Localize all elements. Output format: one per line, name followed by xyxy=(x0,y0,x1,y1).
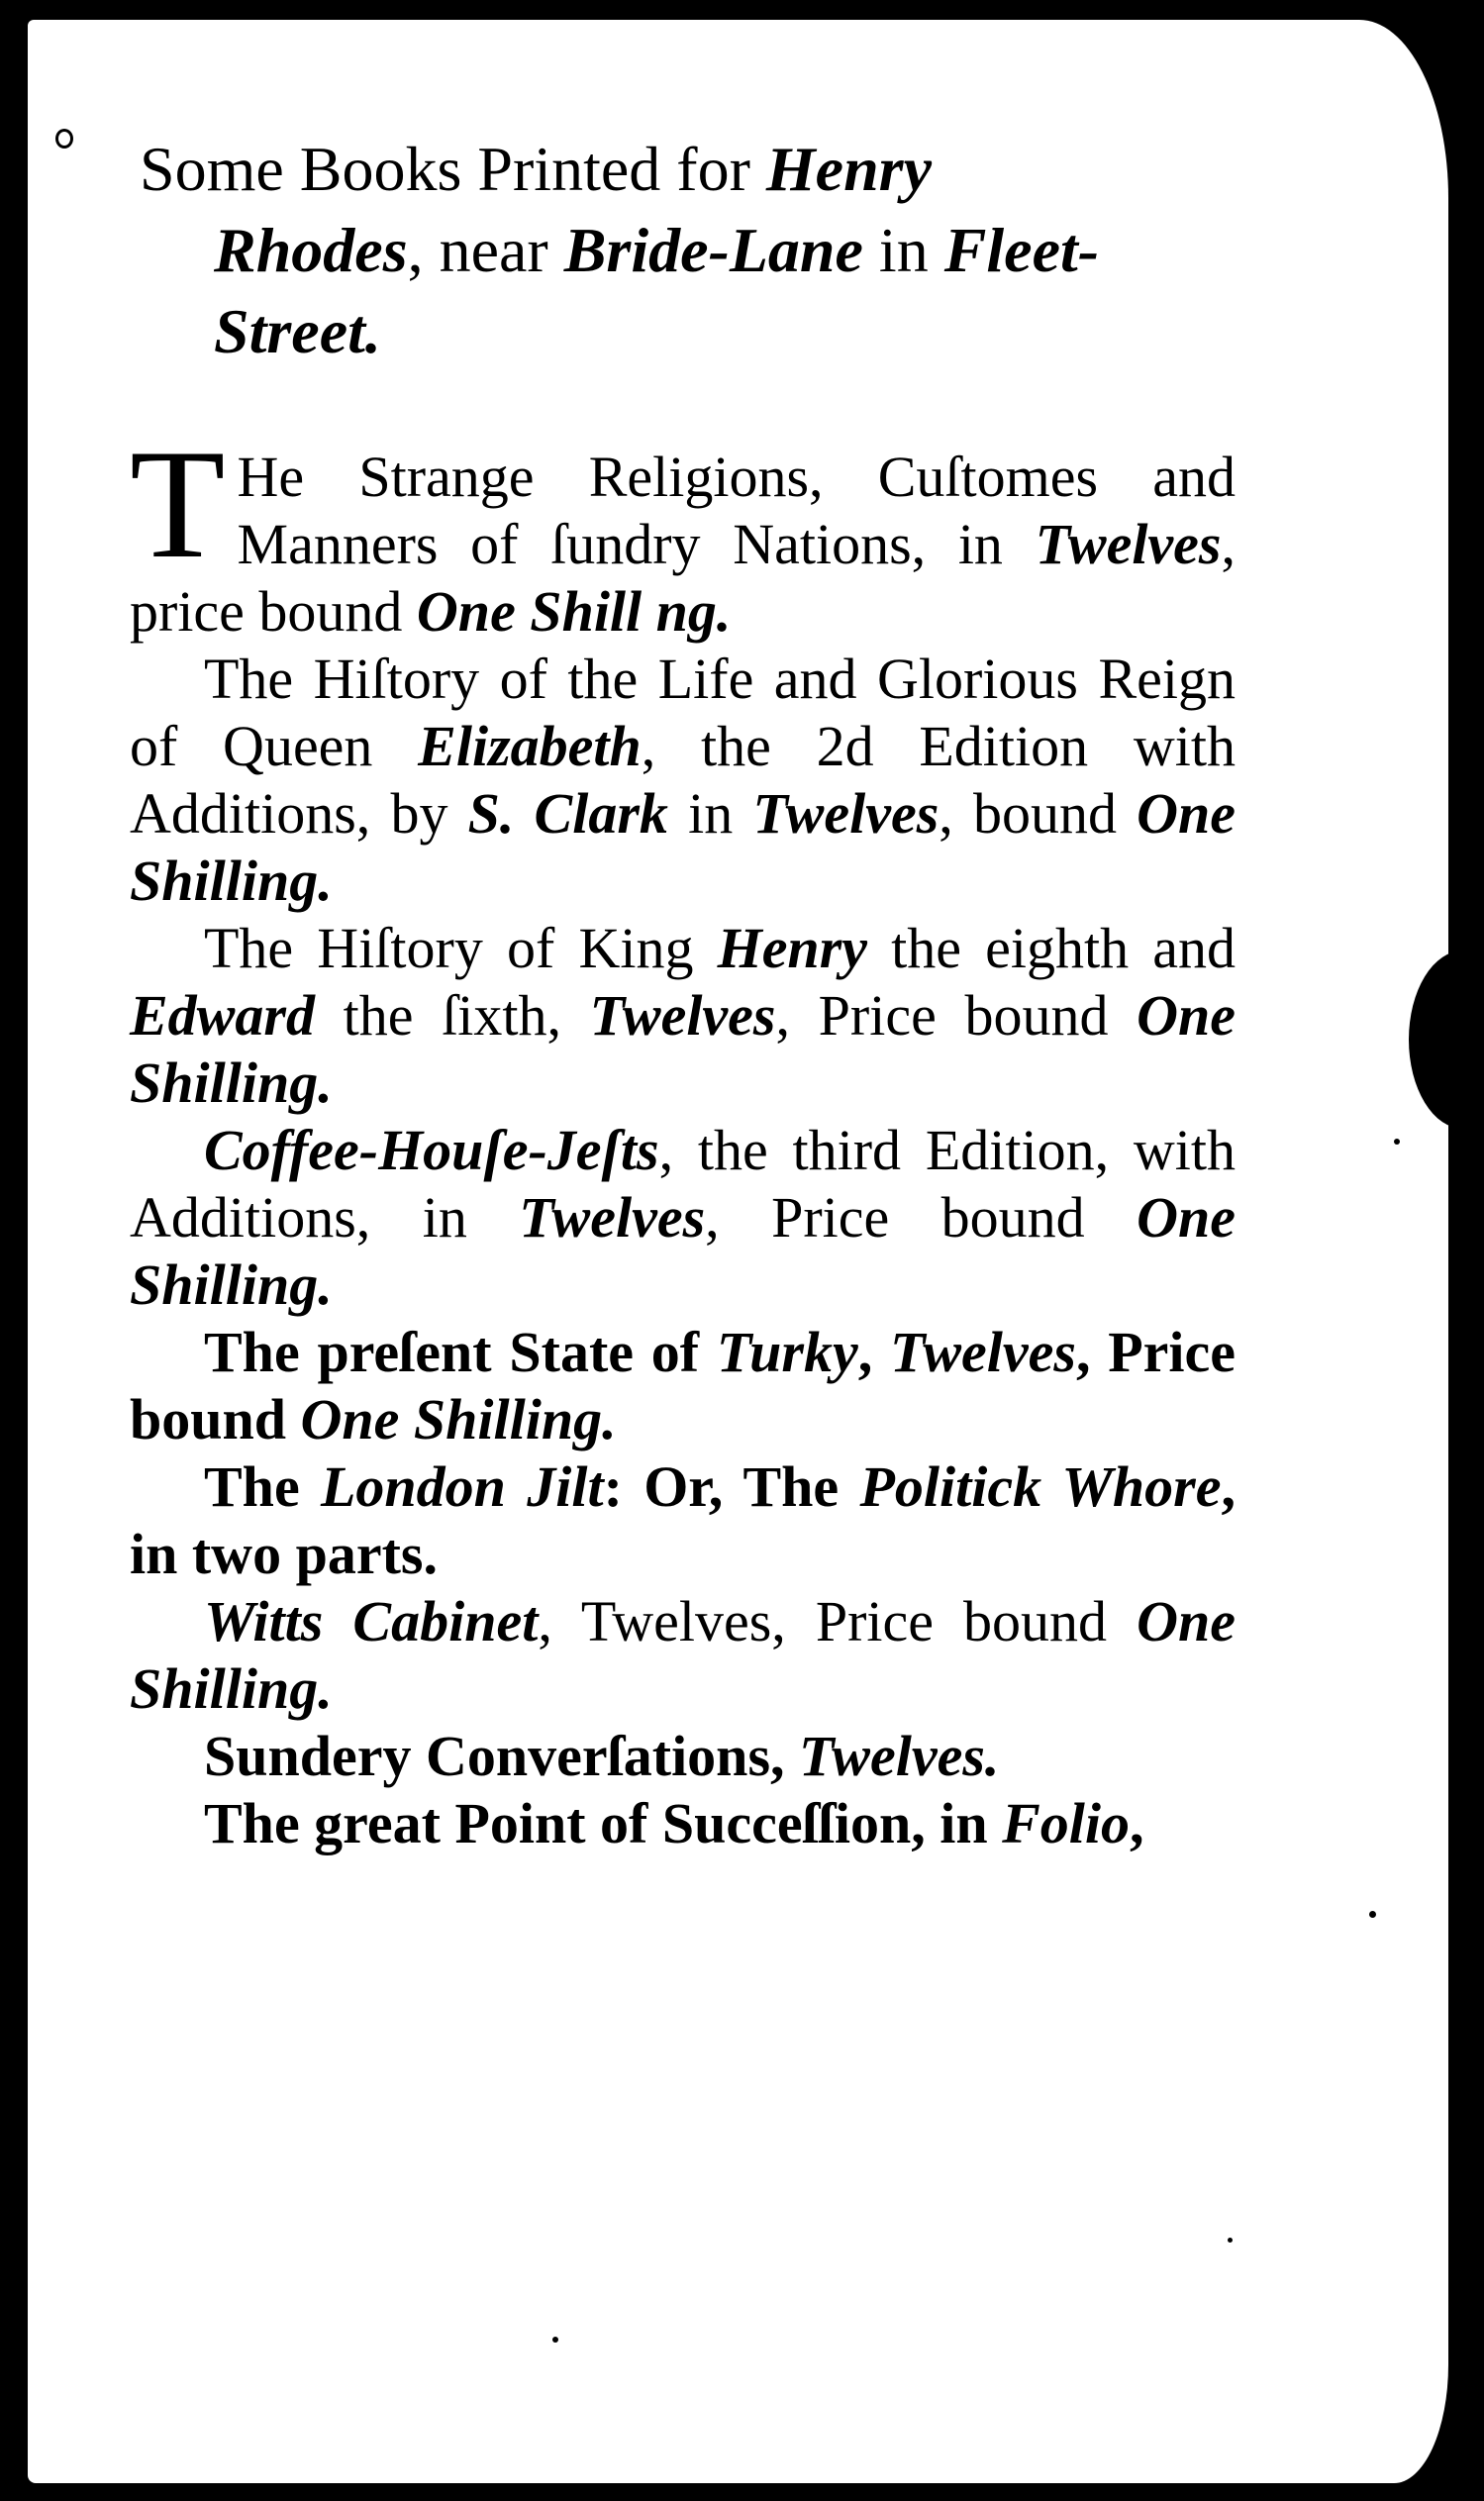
heading-publisher-last-name: Rhodes xyxy=(214,215,408,285)
entry-text: , Price bound xyxy=(130,1320,1236,1451)
entry-format: Twelves. xyxy=(799,1724,1000,1788)
entry-price: One Shilling. xyxy=(300,1387,617,1451)
book-entry-6 xyxy=(97,1453,1236,1588)
entry-text: , price bound xyxy=(130,512,1236,644)
entry-price: One Shilling. xyxy=(130,983,1237,1115)
entry-text: in xyxy=(667,781,753,846)
book-list xyxy=(97,418,1237,1857)
book-entry-7 xyxy=(97,1588,1236,1723)
entry-text: The xyxy=(204,1454,321,1519)
entry-format: Folio xyxy=(1002,1791,1131,1855)
paper-speck xyxy=(552,2337,558,2343)
book-entry-4 xyxy=(97,1117,1236,1319)
heading-place-2: Street. xyxy=(214,296,381,366)
book-entry-8 xyxy=(97,1723,1236,1790)
paper-speck xyxy=(1394,1139,1400,1145)
book-entry-9 xyxy=(97,1790,1236,1857)
heading-line-3 xyxy=(140,291,1236,372)
page-heading xyxy=(97,129,1236,372)
entry-text: The Hiſtory of the Life and Glorious Reign of Queen xyxy=(130,647,1236,778)
entry-text: , Price bound xyxy=(775,983,1138,1048)
entry-title: Witts Cabinet xyxy=(204,1589,539,1653)
entry-text: The preſent State of xyxy=(204,1320,717,1384)
entry-title-name: Elizabeth xyxy=(418,714,642,778)
entry-format: Twelves xyxy=(519,1185,706,1250)
entry-text: the eighth and xyxy=(867,916,1236,980)
entry-text: , Price bound xyxy=(705,1185,1138,1250)
entry-title-name: Edward xyxy=(130,983,315,1048)
entry-title: London Jilt xyxy=(320,1454,604,1519)
entry-title: Politick Whore xyxy=(859,1454,1222,1519)
entry-text: , in two parts. xyxy=(130,1454,1236,1586)
entry-text: , the third Edition, with Additions, in xyxy=(130,1118,1236,1250)
entry-price: One Shill ng. xyxy=(416,579,732,644)
entry-author: S. Clark xyxy=(467,781,668,846)
entry-text: The great Point of Succeſſion, in xyxy=(204,1791,1003,1855)
book-entry-5 xyxy=(97,1319,1236,1453)
entry-price: One Shilling. xyxy=(130,1185,1236,1317)
entry-text: , Twelves, Price bound xyxy=(538,1589,1138,1653)
paper-speck xyxy=(1369,1911,1376,1918)
entry-text: The Hiſtory of King xyxy=(204,916,718,980)
book-entry-1 xyxy=(97,418,1236,646)
advertisement-text xyxy=(97,129,1236,1857)
book-entry-2 xyxy=(97,646,1236,915)
page-edge-notch xyxy=(1409,950,1484,1129)
entry-format: Twelves xyxy=(1035,512,1222,576)
entry-price: One Shilling. xyxy=(130,781,1236,913)
entry-price: One Shilling. xyxy=(130,1589,1237,1721)
book-entry-3 xyxy=(97,915,1236,1117)
heading-lead: Some Books Printed for xyxy=(140,134,766,204)
heading-publisher-first-name: Henry xyxy=(765,134,932,204)
drop-cap: T xyxy=(130,418,226,591)
entry-text: : Or, The xyxy=(603,1454,860,1519)
entry-text: , bound xyxy=(939,781,1138,846)
entry-title: Coffee-Houſe-Jeſts xyxy=(204,1118,659,1182)
heading-place-1: Fleet- xyxy=(943,215,1100,285)
heading-street: Bride-Lane xyxy=(563,215,863,285)
entry-text: , xyxy=(1130,1791,1144,1855)
entry-title-name: Henry xyxy=(717,916,868,980)
entry-text: the ſixth, xyxy=(314,983,590,1048)
entry-format: Twelves xyxy=(589,983,776,1048)
heading-line-2 xyxy=(140,210,1236,291)
heading-near: , near xyxy=(407,215,564,285)
entry-title-name: Turky xyxy=(716,1320,858,1384)
heading-in: in xyxy=(862,215,944,285)
entry-format: Twelves xyxy=(752,781,940,846)
entry-text: Sundery Converſations, xyxy=(204,1724,800,1788)
book-page xyxy=(28,20,1448,2483)
ink-mark xyxy=(55,129,73,149)
entry-text: He Strange Religions, Cuſtomes and Manners of ſundry Nations, in xyxy=(237,445,1236,576)
entry-format: Twelves xyxy=(890,1320,1076,1384)
entry-text: , xyxy=(857,1320,891,1384)
paper-speck xyxy=(1228,2238,1233,2243)
entry-text: , the 2d Edition with Additions, by xyxy=(130,714,1236,846)
